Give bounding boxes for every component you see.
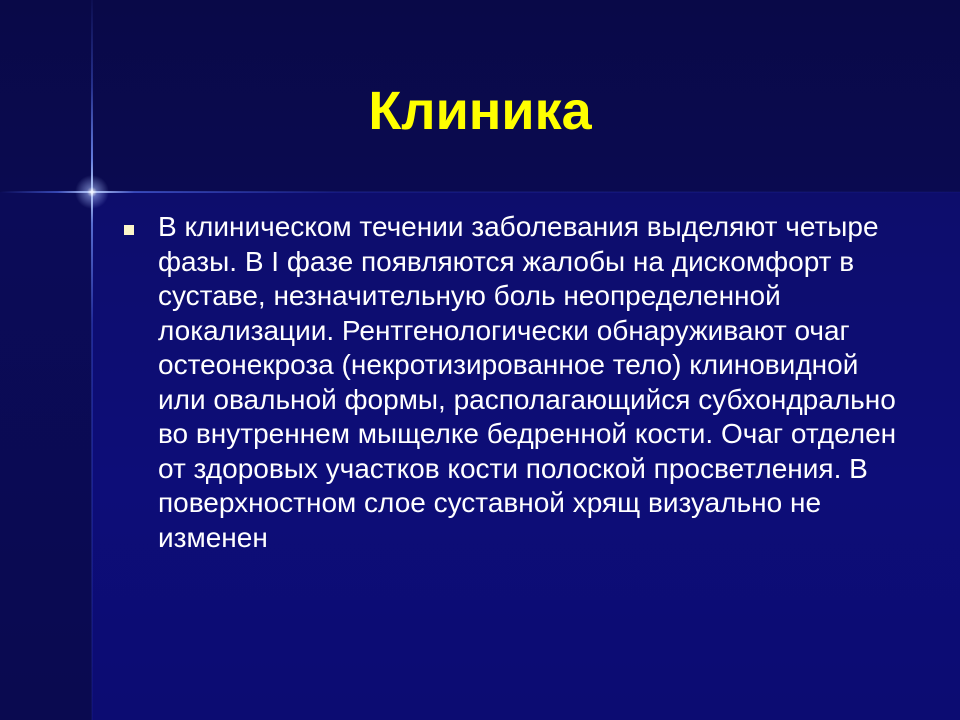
slide-content: [122, 210, 902, 555]
star-flare-icon: [72, 172, 112, 212]
horizontal-accent-line: [0, 191, 960, 193]
bullet-text: В клиническом течении заболевания выделяют четыре фазы. В I фазе появляются жалобы на дискомфорт в суставе, незначительную боль неопределенной локализации. Рентгенологически обнаруживают очаг остеонекроза (некротизированное тело) клиновидной или овальной формы, располагающийся субхондрально во внутреннем мыщелке бедренной кости. Очаг отделен от здоровых участков кости полоской просветления. В поверхностном слое суставной хрящ визуально не изменен: [158, 211, 897, 553]
left-strip: [0, 192, 92, 720]
bullet-item: [122, 210, 902, 555]
square-bullet-icon: [124, 225, 134, 235]
slide-title: Клиника: [368, 81, 592, 141]
